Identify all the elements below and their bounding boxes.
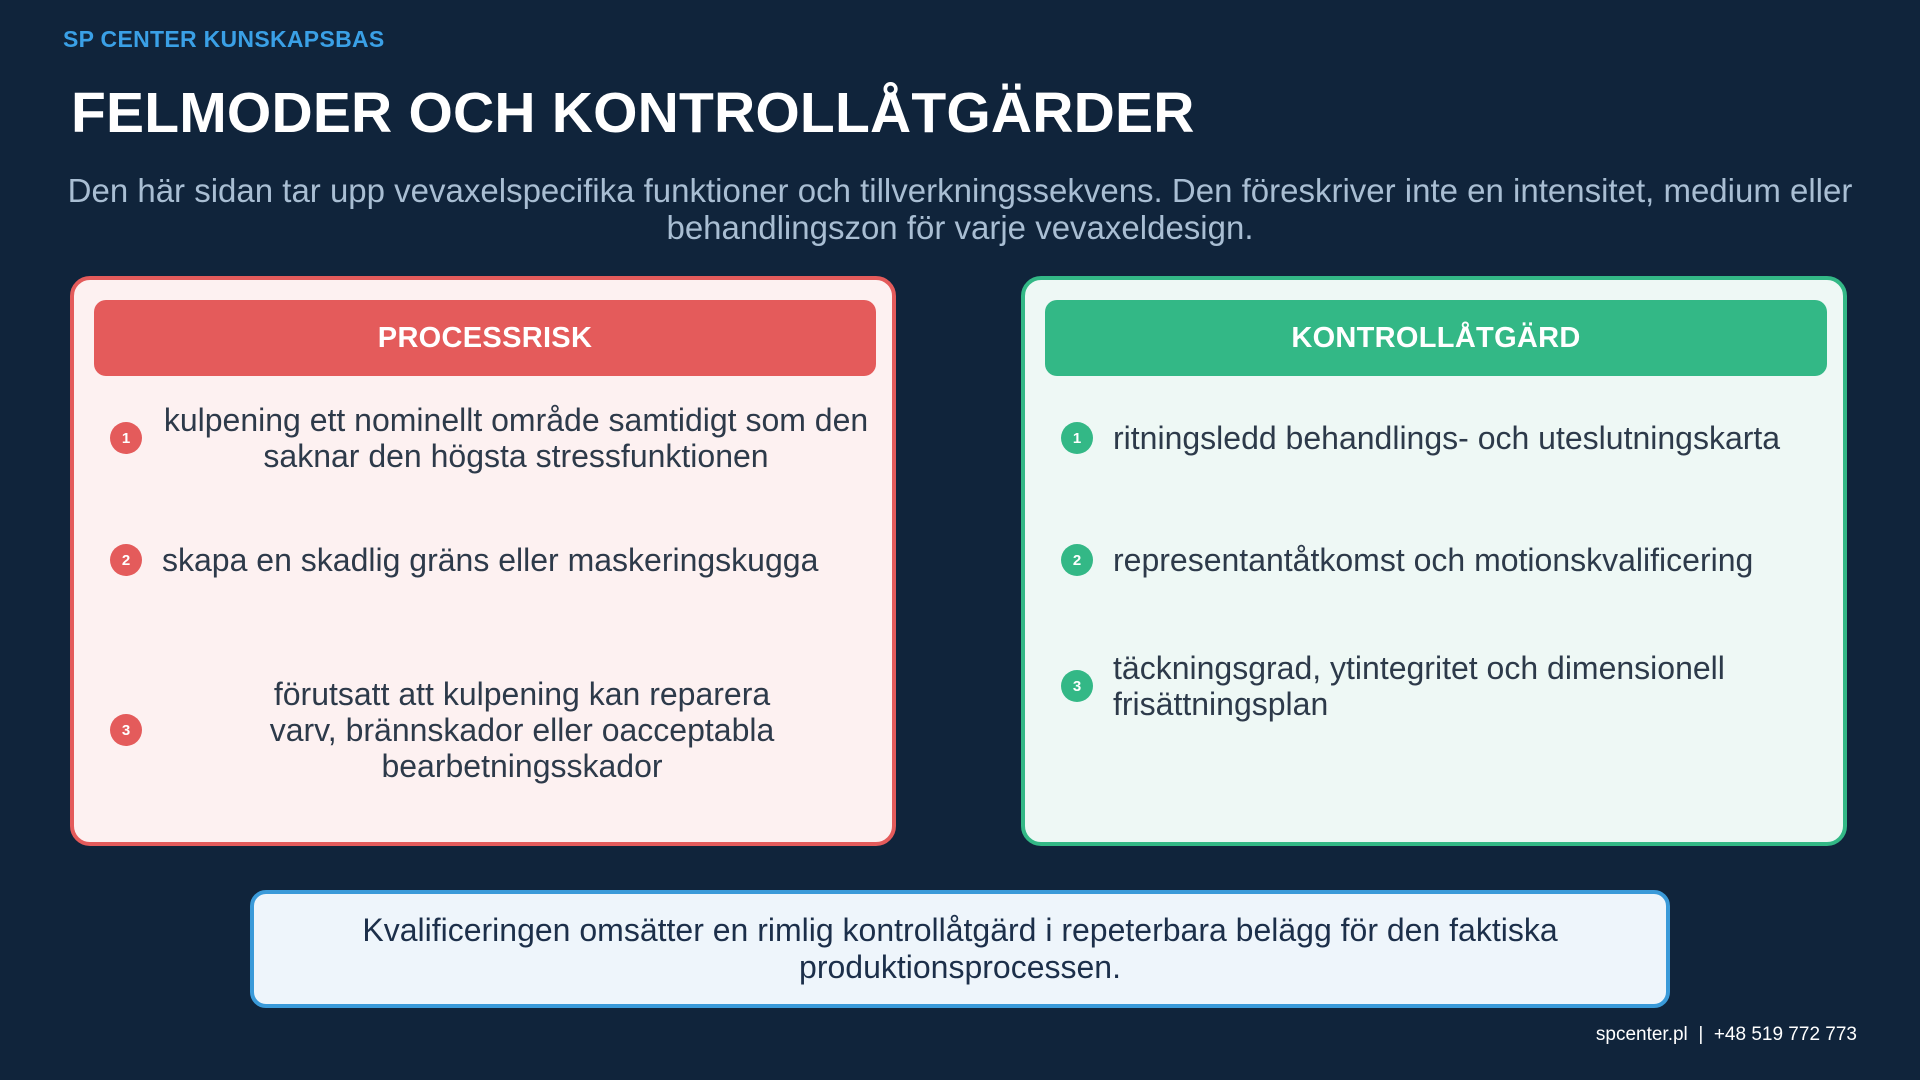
- brand-label: SP CENTER KUNSKAPSBAS: [63, 26, 385, 52]
- risk-item-2: [110, 542, 870, 578]
- risk-item-text: förutsatt att kulpening kan reparera varv, brännskador eller oacceptabla bearbetningsskador: [269, 676, 775, 784]
- number-badge-icon: 2: [110, 544, 142, 576]
- page-title: FELMODER OCH KONTROLLÅTGÄRDER: [71, 81, 1195, 145]
- number-badge-icon: 1: [110, 422, 142, 454]
- control-item-text: täckningsgrad, ytintegritet och dimensionell frisättningsplan: [1113, 650, 1725, 722]
- control-item-1: [1061, 420, 1821, 456]
- number-badge-icon: 2: [1061, 544, 1093, 576]
- summary-statement: Kvalificeringen omsätter en rimlig kontrollåtgärd i repeterbara belägg för den faktiska produktionsprocessen.: [362, 912, 1558, 985]
- risk-item-1: [110, 402, 870, 474]
- control-item-text: representantåtkomst och motionskvalificering: [1113, 542, 1754, 578]
- summary-callout: [250, 890, 1670, 1008]
- risk-item-text: skapa en skadlig gräns eller maskeringskugga: [162, 542, 819, 578]
- control-measure-heading: KONTROLLÅTGÄRD: [1045, 300, 1827, 376]
- control-item-2: [1061, 542, 1821, 578]
- risk-item-3: [110, 676, 870, 784]
- contact-info: spcenter.pl | +48 519 772 773: [1595, 1024, 1857, 1045]
- risk-item-text: kulpening ett nominellt område samtidigt som den saknar den högsta stressfunktionen: [163, 402, 869, 474]
- page-subtitle: Den här sidan tar upp vevaxelspecifika funktioner och tillverkningssekvens. Den föreskriver inte en intensitet, medium eller behandlingszon för varje vevaxeldesign.: [67, 172, 1853, 246]
- process-risk-card: [70, 276, 896, 846]
- process-risk-heading: PROCESSRISK: [94, 300, 876, 376]
- number-badge-icon: 3: [110, 714, 142, 746]
- number-badge-icon: 3: [1061, 670, 1093, 702]
- control-measure-card: [1021, 276, 1847, 846]
- control-item-text: ritningsledd behandlings- och uteslutningskarta: [1113, 420, 1781, 456]
- control-item-3: [1061, 650, 1821, 722]
- number-badge-icon: 1: [1061, 422, 1093, 454]
